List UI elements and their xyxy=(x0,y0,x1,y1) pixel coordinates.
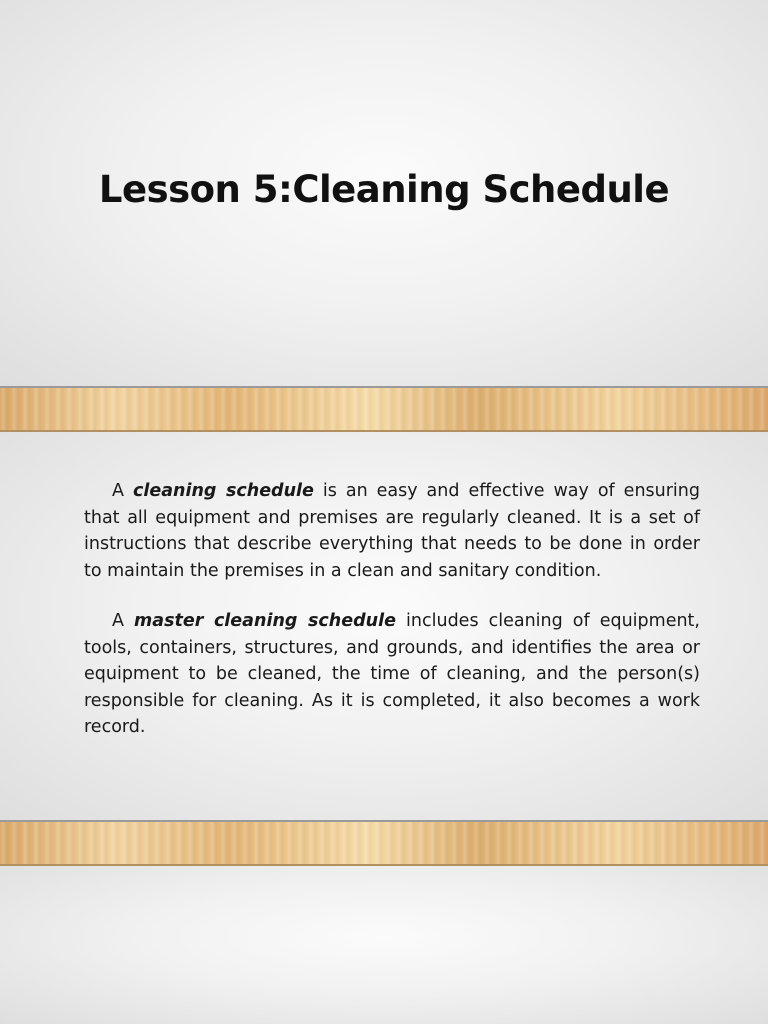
title-slide xyxy=(0,0,768,386)
paragraph-master-cleaning-schedule xyxy=(84,608,700,741)
paragraph-lead: A xyxy=(112,611,135,631)
next-slide xyxy=(0,866,768,1024)
term-cleaning-schedule: cleaning schedule xyxy=(132,481,314,501)
term-master-cleaning-schedule: master cleaning schedule xyxy=(134,611,396,631)
slide-title: Lesson 5:Cleaning Schedule xyxy=(98,168,670,211)
content-slide xyxy=(0,432,768,820)
paragraph-cleaning-schedule xyxy=(84,478,700,584)
paragraph-text: includes cleaning of equipment, tools, containers, structures, and grounds, and identifies the area or equipment to be cleaned, the time of cleaning, and the person(s) responsible for cleaning. As it is completed, it also becomes a work record. xyxy=(84,611,700,737)
wood-divider xyxy=(0,386,768,432)
paragraph-lead: A xyxy=(112,481,133,501)
wood-divider xyxy=(0,820,768,866)
paragraph-text: is an easy and effective way of ensuring that all equipment and premises are regularly cleaned. It is a set of instructions that describe everything that needs to be done in order to maintain the premises in a clean and sanitary condition. xyxy=(84,481,700,581)
slide-body xyxy=(84,478,700,765)
